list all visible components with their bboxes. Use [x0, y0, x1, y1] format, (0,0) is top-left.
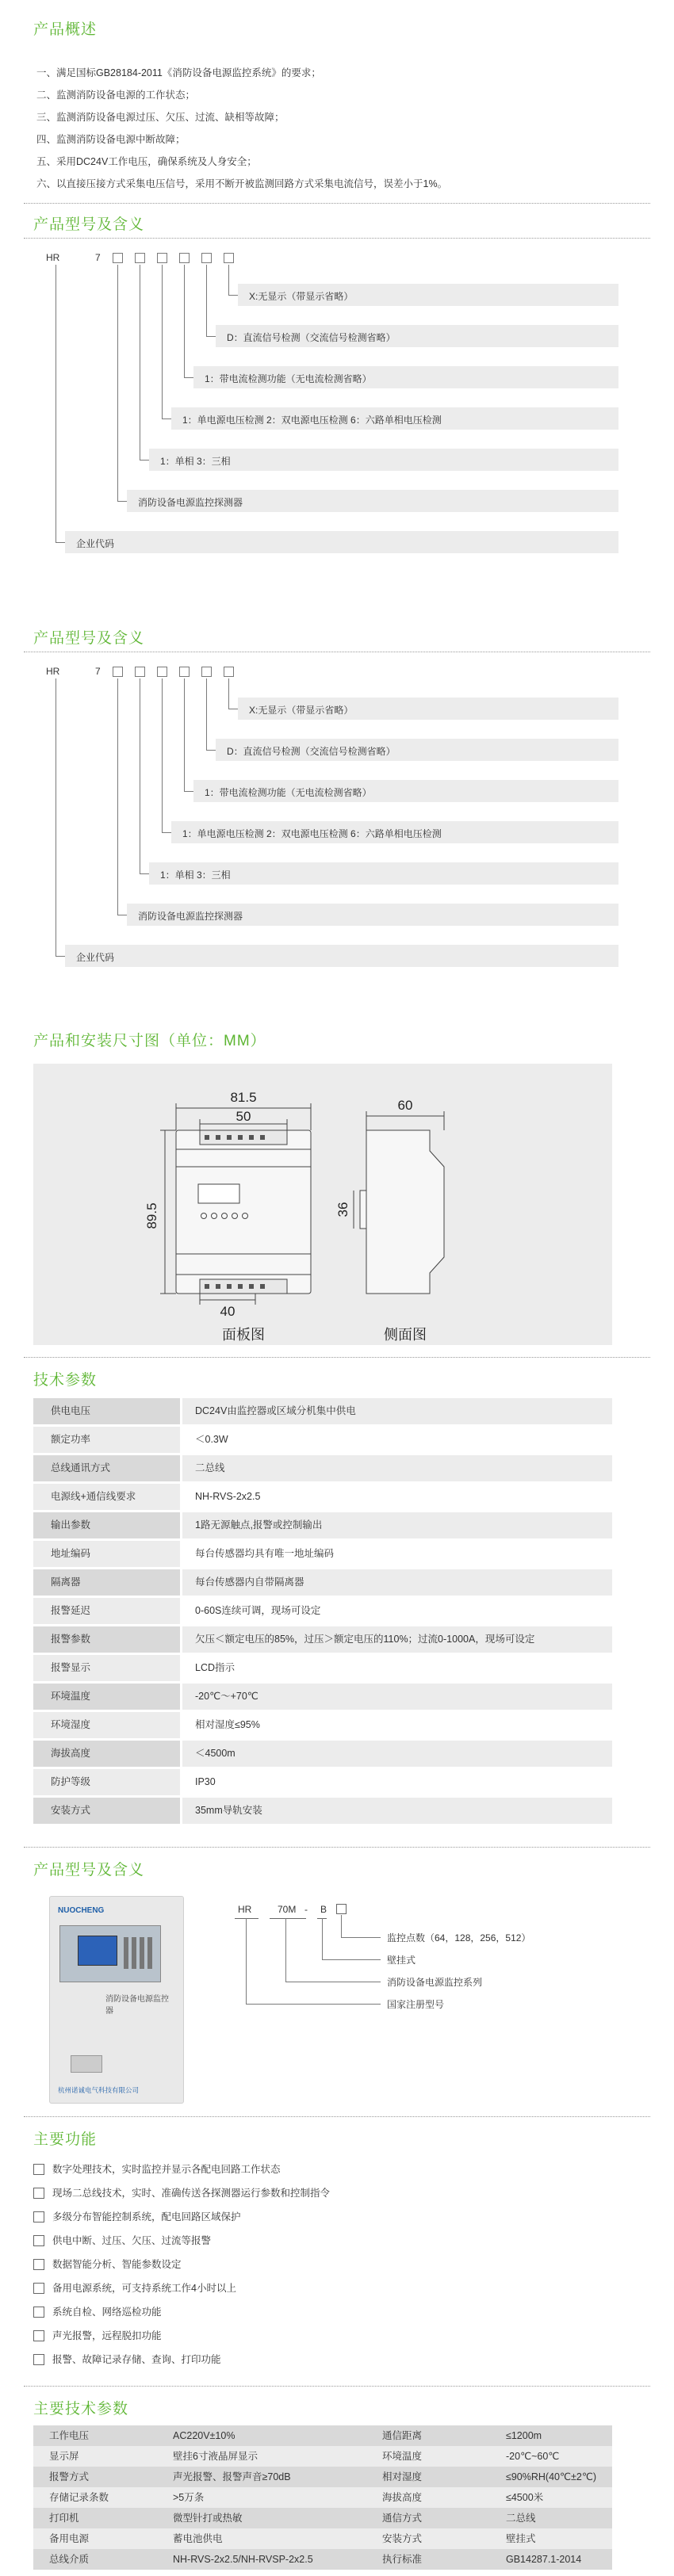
- leader-line: [162, 832, 171, 833]
- feature-item: [33, 2161, 281, 2178]
- param-value: 壁挂6寸液晶屏显示: [173, 2451, 258, 2462]
- checkbox-icon: [33, 2211, 44, 2222]
- leader-line: [228, 295, 238, 296]
- leader-line: [56, 542, 65, 543]
- tech-value: 欠压＜额定电压的85%，过压＞额定电压的110%；过流0-1000A，现场可设定: [182, 1626, 612, 1653]
- model-code-box: [113, 253, 123, 263]
- feature-text: 多级分布智能控制系统，配电回路区域保护: [52, 2211, 241, 2222]
- param-value: 二总线: [506, 2513, 536, 2524]
- leader-line: [228, 678, 229, 709]
- model-code-box: [201, 667, 212, 677]
- tech-row: [33, 1541, 612, 1567]
- product-company: 杭州诺诚电气科技有限公司: [58, 2086, 140, 2094]
- tech-row: [33, 1684, 612, 1710]
- leader-line: [206, 265, 207, 336]
- dim-front-inner: 50: [236, 1109, 251, 1124]
- model-label: X:无显示（带显示省略）: [249, 291, 354, 302]
- param-row: [33, 2467, 612, 2487]
- checkbox-icon: [33, 2283, 44, 2294]
- leader-line: [184, 377, 193, 378]
- model3-underline: [270, 1918, 306, 1919]
- param-value: 声光报警、报警声音≥70dB: [173, 2471, 291, 2482]
- param-key: 总线介质: [49, 2554, 90, 2565]
- model-code-prefix: HR: [46, 252, 60, 263]
- overview-line: 四、监测消防设备电源中断故障；: [36, 134, 186, 145]
- dimension-drawing-panel: [33, 1064, 612, 1345]
- product-latch: [71, 2055, 102, 2073]
- tech-value: 相对湿度≤95%: [182, 1712, 612, 1738]
- tech-value: DC24V由监控器或区域分机集中供电: [182, 1398, 612, 1424]
- leader-line: [162, 678, 163, 832]
- model-label: D：直流信号检测（交流信号检测省略）: [227, 746, 396, 757]
- leader-line: [184, 791, 193, 792]
- model3-code-box: [336, 1904, 347, 1914]
- divider: [24, 203, 650, 204]
- param-row: [33, 2446, 612, 2467]
- tech-row: [33, 1569, 612, 1596]
- product-image: [49, 1896, 184, 2104]
- label-bar: [65, 945, 618, 967]
- tech-row: [33, 1712, 612, 1738]
- leader-line: [117, 265, 118, 501]
- tech-row: [33, 1598, 612, 1624]
- tech-value: LCD指示: [182, 1655, 612, 1681]
- tech-row: [33, 1455, 612, 1481]
- tech-key: 输出参数: [33, 1512, 180, 1538]
- dim-front-outer: 81.5: [230, 1090, 257, 1105]
- dim-front-bottom: 40: [220, 1304, 236, 1319]
- model-label: 1：单电源电压检测 2：双电源电压检测 6：六路单相电压检测: [182, 415, 442, 426]
- tech-key: 总线通讯方式: [33, 1455, 180, 1481]
- tech-value: ＜4500m: [182, 1741, 612, 1767]
- feature-text: 数字处理技术，实时监控并显示各配电回路工作状态: [52, 2164, 281, 2175]
- param-key: 存储记录条数: [49, 2492, 109, 2503]
- leader-line: [140, 873, 149, 874]
- param-key: 报警方式: [49, 2471, 90, 2482]
- overview-line: 二、监测消防设备电源的工作状态；: [36, 90, 196, 101]
- param-row: [33, 2528, 612, 2549]
- tech-key: 报警显示: [33, 1655, 180, 1681]
- tech-key: 安装方式: [33, 1798, 180, 1824]
- feature-text: 系统自检、网络巡检功能: [52, 2307, 162, 2318]
- model-code-box: [224, 253, 234, 263]
- checkbox-icon: [33, 2235, 44, 2246]
- feature-item: [33, 2351, 221, 2368]
- feature-text: 供电中断、过压、欠压、过流等报警: [52, 2235, 212, 2246]
- front-view-label: 面板图: [222, 1327, 265, 1343]
- checkbox-icon: [33, 2307, 44, 2318]
- overview-line: 六、以直接压接方式采集电压信号，采用不断开被监测回路方式采集电流信号，误差小于1%。: [36, 178, 448, 189]
- param-key: 通信方式: [382, 2513, 423, 2524]
- param-row: [33, 2549, 612, 2570]
- model-label: 1：带电流检测功能（无电流检测省略）: [205, 787, 372, 798]
- model-label: 消防设备电源监控探测器: [138, 911, 243, 922]
- model-code-box: [135, 667, 145, 677]
- tech-value: 0-60S连续可调，现场可设定: [182, 1598, 612, 1624]
- param-key: 备用电源: [49, 2533, 90, 2544]
- divider: [24, 1847, 650, 1848]
- divider: [24, 1357, 650, 1358]
- param-row: [33, 2425, 612, 2446]
- leader-line: [322, 1959, 381, 1960]
- model3-code-b: B: [320, 1904, 327, 1915]
- tech-key: 供电电压: [33, 1398, 180, 1424]
- product-name: 消防设备电源监控器: [105, 1995, 169, 2016]
- model-code-box: [157, 667, 167, 677]
- model-code-box: [179, 667, 190, 677]
- model-code-box: [113, 667, 123, 677]
- feature-text: 报警、故障记录存储、查询、打印功能: [52, 2354, 221, 2365]
- tech-value: ＜0.3W: [182, 1427, 612, 1453]
- tech-row: [33, 1798, 612, 1824]
- dim-side-depth: 36: [335, 1202, 350, 1217]
- product-brand: NUOCHENG: [58, 1906, 105, 1915]
- leader-line: [246, 1918, 247, 2004]
- model-label: 企业代码: [76, 538, 115, 549]
- param-key: 相对湿度: [382, 2471, 423, 2482]
- tech-value: -20℃～+70℃: [182, 1684, 612, 1710]
- param-value: 微型针打或热敏: [173, 2513, 243, 2524]
- tech-value: 1路无源触点,报警或控制输出: [182, 1512, 612, 1538]
- leader-line: [341, 1915, 342, 1937]
- overview-line: 一、满足国标GB28184-2011《消防设备电源监控系统》的要求；: [36, 67, 321, 78]
- model-code-box: [135, 253, 145, 263]
- side-view-label: 侧面图: [384, 1327, 427, 1343]
- leader-line: [184, 265, 185, 377]
- param-value: -20℃~60℃: [506, 2451, 560, 2462]
- dim-side-width: 60: [397, 1098, 413, 1113]
- main-params-title: 主要技术参数: [33, 2401, 129, 2417]
- leader-line: [117, 501, 127, 502]
- leader-line: [162, 265, 163, 419]
- model3-label: 监控点数（64，128，256，512）: [387, 1932, 531, 1943]
- param-row: [33, 2508, 612, 2528]
- param-key: 打印机: [49, 2513, 79, 2524]
- leader-line: [56, 956, 65, 957]
- tech-value: 每台传感器均具有唯一地址编码: [182, 1541, 612, 1567]
- param-row: [33, 2487, 612, 2508]
- tech-row: [33, 1398, 612, 1424]
- param-value: >5万条: [173, 2492, 205, 2503]
- tech-title: 技术参数: [33, 1372, 98, 1389]
- param-value: ≤4500米: [506, 2492, 544, 2503]
- param-value: AC220V±10%: [173, 2430, 236, 2441]
- tech-row: [33, 1427, 612, 1453]
- overview-title: 产品概述: [33, 21, 98, 38]
- model-code-box: [224, 667, 234, 677]
- model-code-box: [157, 253, 167, 263]
- model-label: 1：单电源电压检测 2：双电源电压检测 6：六路单相电压检测: [182, 828, 442, 839]
- tech-row: [33, 1512, 612, 1538]
- tech-row: [33, 1769, 612, 1795]
- leader-line: [322, 1918, 323, 1959]
- feature-item: [33, 2232, 211, 2249]
- leader-line: [206, 678, 207, 750]
- model-code-prefix: HR: [46, 666, 60, 677]
- leader-line: [341, 1937, 381, 1938]
- model3-label: 国家注册型号: [387, 1999, 445, 2010]
- feature-text: 现场二总线技术，实时、准确传送各探测器运行参数和控制指令: [52, 2188, 331, 2199]
- model3-underline: [235, 1918, 258, 1919]
- tech-key: 报警延迟: [33, 1598, 180, 1624]
- feature-item: [33, 2208, 241, 2226]
- model3-title: 产品型号及含义: [33, 1862, 145, 1878]
- leader-line: [206, 336, 216, 337]
- checkbox-icon: [33, 2330, 44, 2341]
- leader-line: [206, 750, 216, 751]
- param-key: 安装方式: [382, 2533, 423, 2544]
- param-value: ≤1200m: [506, 2430, 542, 2441]
- overview-line: 三、监测消防设备电源过压、欠压、过流、缺相等故障；: [36, 112, 285, 123]
- model1-title: 产品型号及含义: [33, 216, 145, 233]
- divider: [24, 2386, 650, 2387]
- model-label: X:无显示（带显示省略）: [249, 705, 354, 716]
- tech-value: NH-RVS-2x2.5: [182, 1484, 612, 1510]
- model3-label: 消防设备电源监控系列: [387, 1977, 483, 1988]
- dimension-drawing: [33, 1064, 612, 1345]
- param-value: NH-RVS-2x2.5/NH-RVSP-2x2.5: [173, 2554, 313, 2565]
- label-bar: [65, 531, 618, 553]
- tech-row: [33, 1484, 612, 1510]
- tech-value: IP30: [182, 1769, 612, 1795]
- feature-item: [33, 2303, 162, 2321]
- model3-code: HR: [238, 1904, 252, 1915]
- product-lcd: [78, 1936, 117, 1966]
- leader-line: [285, 1918, 286, 1982]
- tech-key: 额定功率: [33, 1427, 180, 1453]
- param-key: 通信距离: [382, 2430, 423, 2441]
- model-label: 1：单相 3：三相: [160, 456, 231, 467]
- tech-key: 环境湿度: [33, 1712, 180, 1738]
- tech-row: [33, 1626, 612, 1653]
- checkbox-icon: [33, 2354, 44, 2365]
- feature-item: [33, 2184, 330, 2202]
- param-value: GB14287.1-2014: [506, 2554, 582, 2565]
- param-value: 蓄电池供电: [173, 2533, 223, 2544]
- tech-key: 防护等级: [33, 1769, 180, 1795]
- features-title: 主要功能: [33, 2131, 98, 2148]
- tech-value: 每台传感器内自带隔离器: [182, 1569, 612, 1596]
- tech-key: 电源线+通信线要求: [33, 1484, 180, 1510]
- leader-line: [246, 2004, 381, 2005]
- feature-text: 数据智能分析、智能参数设定: [52, 2259, 182, 2270]
- param-value: 壁挂式: [506, 2533, 536, 2544]
- tech-key: 环境温度: [33, 1684, 180, 1710]
- model-label: 1：带电流检测功能（无电流检测省略）: [205, 373, 372, 384]
- model-label: D：直流信号检测（交流信号检测省略）: [227, 332, 396, 343]
- divider: [24, 2116, 650, 2117]
- overview-line: 五、采用DC24V工作电压，确保系统及人身安全；: [36, 156, 257, 167]
- leader-line: [228, 265, 229, 295]
- model3-label: 壁挂式: [387, 1955, 416, 1966]
- leader-line: [140, 460, 149, 461]
- param-key: 工作电压: [49, 2430, 90, 2441]
- checkbox-icon: [33, 2259, 44, 2270]
- model3-code-series: 70M: [278, 1904, 297, 1915]
- dimensions-title: 产品和安装尺寸图（单位：MM）: [33, 1033, 266, 1049]
- feature-item: [33, 2256, 182, 2273]
- param-key: 环境温度: [382, 2451, 423, 2462]
- param-key: 海拔高度: [382, 2492, 423, 2503]
- tech-value: 二总线: [182, 1455, 612, 1481]
- tech-key: 地址编码: [33, 1541, 180, 1567]
- model-label: 1：单相 3：三相: [160, 869, 231, 881]
- feature-text: 声光报警，远程脱扣功能: [52, 2330, 162, 2341]
- model2-title: 产品型号及含义: [33, 630, 145, 647]
- checkbox-icon: [33, 2164, 44, 2175]
- leader-line: [117, 678, 118, 915]
- model3-code-dash: -: [304, 1904, 308, 1915]
- checkbox-icon: [33, 2188, 44, 2199]
- tech-key: 报警参数: [33, 1626, 180, 1653]
- model-label: 消防设备电源监控探测器: [138, 497, 243, 508]
- tech-key: 隔离器: [33, 1569, 180, 1596]
- feature-text: 备用电源系统，可支持系统工作4小时以上: [52, 2283, 236, 2294]
- model-code-box: [179, 253, 190, 263]
- product-keypad: [124, 1937, 154, 1969]
- param-key: 执行标准: [382, 2554, 423, 2565]
- tech-key: 海拔高度: [33, 1741, 180, 1767]
- feature-item: [33, 2327, 162, 2345]
- tech-row: [33, 1741, 612, 1767]
- model-code-box: [201, 253, 212, 263]
- tech-row: [33, 1655, 612, 1681]
- param-key: 显示屏: [49, 2451, 79, 2462]
- product-screen-panel: [59, 1925, 161, 1982]
- divider: [24, 238, 650, 239]
- model-code-digit: 7: [95, 252, 101, 263]
- model-code-digit: 7: [95, 666, 101, 677]
- feature-item: [33, 2280, 236, 2297]
- leader-line: [184, 678, 185, 791]
- dim-front-height: 89.5: [144, 1202, 159, 1229]
- tech-value: 35mm导轨安装: [182, 1798, 612, 1824]
- param-value: ≤90%RH(40℃±2℃): [506, 2471, 597, 2482]
- model-label: 企业代码: [76, 952, 115, 963]
